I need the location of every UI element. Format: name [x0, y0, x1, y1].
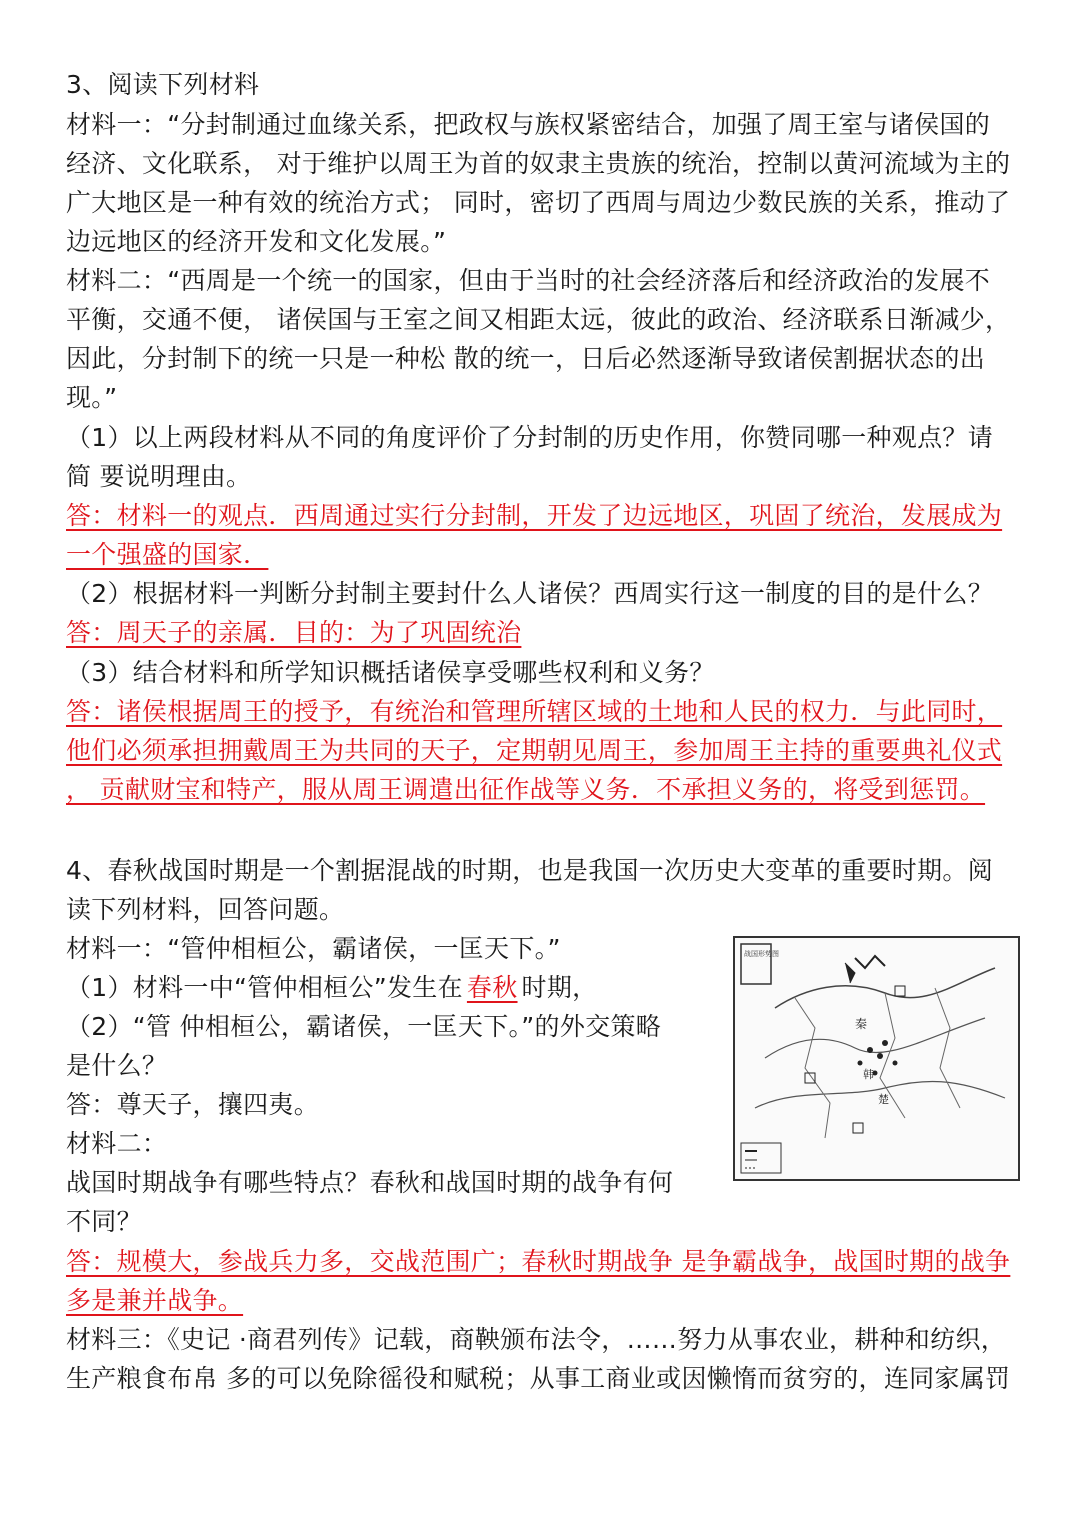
q3-sub2-answer: 答：周天子的亲属．目的：为了巩固统治	[66, 618, 522, 647]
q3-sub1-question: （1）以上两段材料从不同的角度评价了分封制的历史作用，你赞同哪一种观点？请	[66, 423, 994, 452]
q3-sub1-question: 简 要说明理由。	[66, 462, 252, 491]
map-label-chu: 楚	[878, 1093, 889, 1106]
map-legend-title: 战国形势图	[744, 950, 779, 958]
q4-sub1-question	[66, 971, 597, 1005]
q3-title: 3、阅读下列材料	[66, 70, 260, 99]
q4-material2-answer: 答：规模大，参战兵力多，交战范围广；春秋时期战争 是争霸战争，战国时期的战争	[66, 1247, 1011, 1276]
q4-sub2-question: （2）“管 仲相桓公，霸诸侯，一匡天下。”的外交策略	[66, 1012, 662, 1041]
q3-material1-line: 边远地区的经济开发和文化发展。”	[66, 227, 447, 256]
q3-sub3-answer: ， 贡献财宝和特产，服从周王调遣出征作战等义务．不承担义务的，将受到惩罚。	[66, 775, 986, 804]
q4-sub1-suffix: 时期，	[521, 973, 598, 1002]
q4-material3: 生产粮食布帛 多的可以免除徭役和赋税；从事工商业或因懒惰而贫穷的，连同家属罚	[66, 1364, 1011, 1393]
map-label-qin: 秦	[855, 1017, 868, 1031]
q4-material2-answer: 多是兼并战争。	[66, 1286, 244, 1315]
q3-sub1-answer: 一个强盛的国家．	[66, 540, 269, 569]
q4-sub1-fill-answer: 春秋	[466, 973, 518, 1002]
map-label-han: 韩	[863, 1068, 874, 1081]
q4-material2: 材料二：	[66, 1129, 168, 1158]
q4-material1: 材料一：“管仲相桓公，霸诸侯，一匡天下。”	[66, 934, 561, 963]
q4-sub1-prefix: （1）材料一中“管仲相桓公”发生在	[66, 973, 463, 1002]
warring-states-map	[733, 936, 1020, 1181]
q4-material3: 材料三：《史记 ·商君列传》记载，商鞅颁布法令，……努力从事农业，耕种和纺织，	[66, 1325, 1007, 1354]
q3-sub3-answer: 他们必须承担拥戴周王为共同的天子，定期朝见周王，参加周王主持的重要典礼仪式	[66, 736, 1003, 765]
q4-sub2-question: 是什么？	[66, 1051, 168, 1080]
q3-material1-line: 经济、文化联系， 对于维护以周王为首的奴隶主贵族的统治，控制以黄河流域为主的	[66, 149, 1011, 178]
q3-material1-line: 材料一：“分封制通过血缘关系，把政权与族权紧密结合，加强了周王室与诸侯国的	[66, 110, 991, 139]
q3-material2-line: 材料二：“西周是一个统一的国家，但由于当时的社会经济落后和经济政治的发展不	[66, 266, 991, 295]
q3-material2-line: 平衡，交通不便， 诸侯国与王室之间又相距太远，彼此的政治、经济联系日渐减少，	[66, 305, 1011, 334]
q3-sub1-answer: 答：材料一的观点．西周通过实行分封制，开发了边远地区，巩固了统治，发展成为	[66, 501, 1003, 530]
q4-sub2-answer: 答：尊天子，攘四夷。	[66, 1090, 320, 1119]
q4-material2-question: 不同？	[66, 1207, 142, 1236]
q3-sub2-question: （2）根据材料一判断分封制主要封什么人诸侯？西周实行这一制度的目的是什么？	[66, 579, 994, 608]
map-drawing	[735, 938, 1018, 1179]
q3-sub3-answer: 答：诸侯根据周王的授予，有统治和管理所辖区域的土地和人民的权力．与此同时，	[66, 697, 1003, 726]
q4-intro: 读下列材料，回答问题。	[66, 895, 345, 924]
q4-intro: 4、春秋战国时期是一个割据混战的时期，也是我国一次历史大变革的重要时期。阅	[66, 856, 994, 885]
q4-material2-question: 战国时期战争有哪些特点？春秋和战国时期的战争有何	[66, 1168, 674, 1197]
q3-material2-line: 因此，分封制下的统一只是一种松 散的统一，日后必然逐渐导致诸侯割据状态的出	[66, 344, 986, 373]
q3-material2-line: 现。”	[66, 383, 118, 412]
q3-sub3-question: （3）结合材料和所学知识概括诸侯享受哪些权利和义务？	[66, 658, 715, 687]
q3-material1-line: 广大地区是一种有效的统治方式； 同时，密切了西周与周边少数民族的关系，推动了	[66, 188, 1011, 217]
